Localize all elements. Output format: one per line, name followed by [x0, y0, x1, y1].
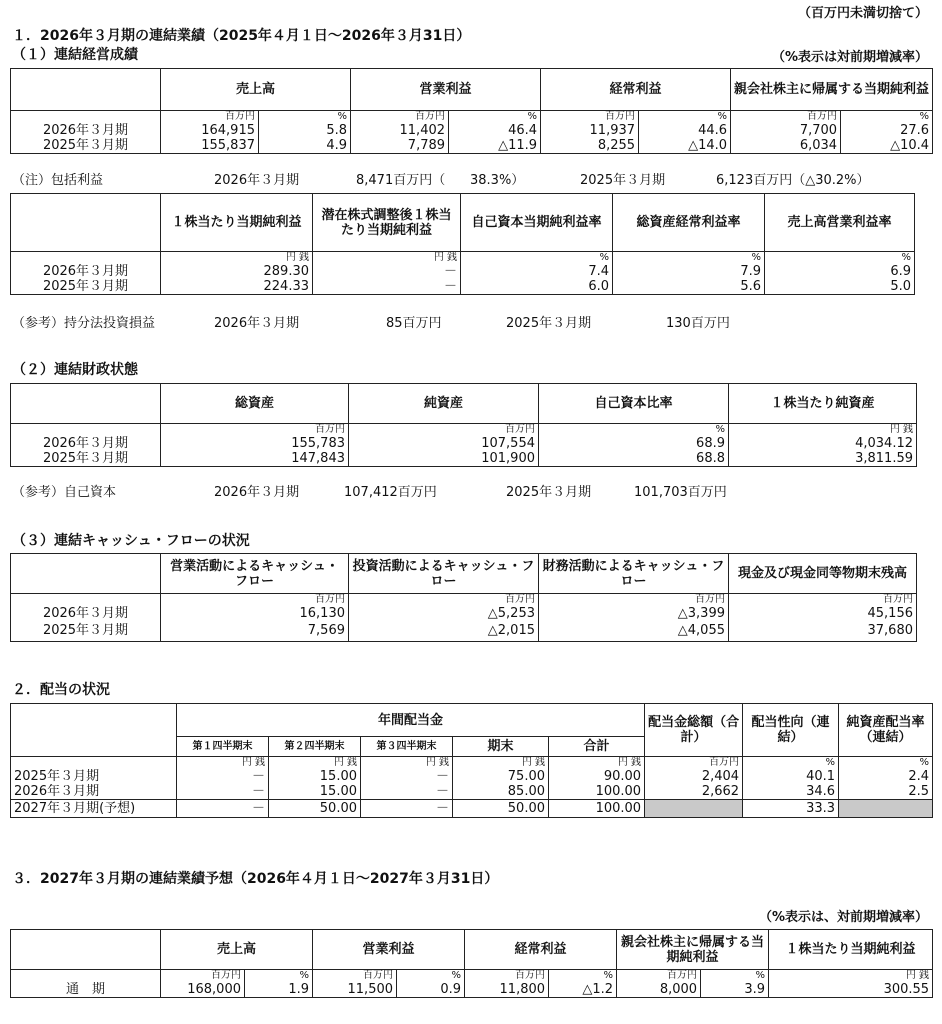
cell: 40.1	[743, 769, 839, 784]
unit: 百万円	[729, 594, 917, 607]
header-total-assets: 総資産	[161, 384, 349, 424]
header-total-dividend: 配当金総額（合計）	[645, 704, 743, 757]
header-net-income: 親会社株主に帰属する当期純利益	[731, 69, 933, 111]
cash-flow-table	[10, 553, 917, 642]
unit: 百万円	[349, 424, 539, 437]
row-label: 2025年３月期	[11, 451, 161, 467]
unit: 百万円	[161, 424, 349, 437]
cell: 5.8	[259, 123, 351, 138]
shaded-cell	[839, 800, 933, 818]
section3-title: ３．2027年３月期の連結業績予想（2026年４月１日～2027年３月31日）	[12, 871, 499, 887]
header-ordinary-profit: 経常利益	[465, 930, 617, 970]
cell: 15.00	[269, 769, 361, 784]
unit: 円 銭	[361, 757, 453, 770]
comp-income-value2: 6,123百万円（△30.2%）	[716, 173, 870, 188]
unit: %	[613, 252, 765, 265]
header-investing-cf: 投資活動によるキャッシュ・フロー	[349, 554, 539, 594]
unit: 円 銭	[177, 757, 269, 770]
shaded-cell	[645, 800, 743, 818]
cell: 0.9	[397, 982, 465, 998]
cell: 7,789	[351, 138, 449, 154]
cell: △11.9	[449, 138, 541, 154]
unit: 円 銭	[549, 757, 645, 770]
unit: 百万円	[539, 594, 729, 607]
unit: 円 銭	[729, 424, 917, 437]
cell: 37,680	[729, 621, 917, 641]
header-roa: 総資産経常利益率	[613, 194, 765, 252]
cell: 11,402	[351, 123, 449, 138]
unit: %	[639, 111, 731, 124]
header-operating-margin: 売上高営業利益率	[765, 194, 915, 252]
cell: 100.00	[549, 800, 645, 818]
cell: 11,800	[465, 982, 549, 998]
cell: △1.2	[549, 982, 617, 998]
cell: 46.4	[449, 123, 541, 138]
unit: 百万円	[617, 970, 701, 983]
financial-position-table	[10, 383, 917, 467]
equity-method-value2: 130百万円	[666, 316, 730, 331]
unit: 百万円	[465, 970, 549, 983]
cell: －	[177, 769, 269, 784]
cell: 75.00	[453, 769, 549, 784]
header-net-assets: 純資産	[349, 384, 539, 424]
header-q2: 第２四半期末	[269, 737, 361, 757]
equity-method-value1: 85百万円	[386, 316, 442, 331]
cell: 2,662	[645, 784, 743, 800]
section3-note: （%表示は、対前期増減率）	[758, 910, 928, 925]
sub1-title: （１）連結経営成績	[12, 47, 138, 63]
cell: 68.8	[539, 451, 729, 467]
cell: 90.00	[549, 769, 645, 784]
header-payout-ratio: 配当性向（連結）	[743, 704, 839, 757]
unit: %	[549, 970, 617, 983]
unit: 百万円	[161, 970, 245, 983]
cell: 44.6	[639, 123, 731, 138]
row-label: 2026年３月期	[11, 264, 161, 279]
cell: 289.30	[161, 264, 313, 279]
cell: 7,700	[731, 123, 841, 138]
cell: 6.9	[765, 264, 915, 279]
cell: 4.9	[259, 138, 351, 154]
own-capital-period2: 2025年３月期	[506, 485, 592, 500]
cell: △14.0	[639, 138, 731, 154]
row-label: 2026年３月期	[11, 606, 161, 621]
sub3-title: （３）連結キャッシュ・フローの状況	[12, 533, 250, 549]
section1-title: １．2026年３月期の連結業績（2025年４月１日～2026年３月31日）	[12, 28, 471, 44]
row-label: 2026年３月期	[11, 784, 177, 800]
header-q1: 第１四半期末	[177, 737, 269, 757]
unit: 百万円	[161, 594, 349, 607]
cell: －	[361, 769, 453, 784]
unit: 百万円	[349, 594, 539, 607]
forecast-table	[10, 929, 933, 998]
cell: －	[361, 784, 453, 800]
cell: 7,569	[161, 621, 349, 641]
cell: 3,811.59	[729, 451, 917, 467]
unit: %	[539, 424, 729, 437]
header-financing-cf: 財務活動によるキャッシュ・フロー	[539, 554, 729, 594]
unit: 百万円	[731, 111, 841, 124]
cell: 16,130	[161, 606, 349, 621]
cell: 300.55	[769, 982, 933, 998]
cell: －	[313, 264, 461, 279]
cell: 15.00	[269, 784, 361, 800]
cell: 4,034.12	[729, 436, 917, 451]
header-roe: 自己資本当期純利益率	[461, 194, 613, 252]
row-label: 2025年３月期	[11, 621, 161, 641]
per-share-table	[10, 193, 915, 295]
cell: 164,915	[161, 123, 259, 138]
unit: %	[397, 970, 465, 983]
unit: 百万円	[351, 111, 449, 124]
cell: 50.00	[453, 800, 549, 818]
row-label-forecast: 2027年３月期(予想)	[11, 800, 177, 818]
header-operating-profit: 営業利益	[351, 69, 541, 111]
corner-cell	[11, 69, 161, 111]
unit-note: （百万円未満切捨て）	[797, 6, 928, 21]
cell: 45,156	[729, 606, 917, 621]
comp-income-period2: 2025年３月期	[580, 173, 666, 188]
unit: %	[449, 111, 541, 124]
cell: 27.6	[841, 123, 933, 138]
cell: －	[361, 800, 453, 818]
cell: 101,900	[349, 451, 539, 467]
unit: 百万円	[645, 757, 743, 770]
header-year-end: 期末	[453, 737, 549, 757]
header-total: 合計	[549, 737, 645, 757]
equity-method-label: （参考）持分法投資損益	[12, 316, 156, 331]
cell: 1.9	[245, 982, 313, 998]
header-equity-ratio: 自己資本比率	[539, 384, 729, 424]
header-ordinary-profit: 経常利益	[541, 69, 731, 111]
unit: 円 銭	[313, 252, 461, 265]
cell: 147,843	[161, 451, 349, 467]
cell: 7.9	[613, 264, 765, 279]
header-q3: 第３四半期末	[361, 737, 453, 757]
cell: －	[313, 279, 461, 295]
cell: 6.0	[461, 279, 613, 295]
cell: 68.9	[539, 436, 729, 451]
header-eps: １株当たり当期純利益	[769, 930, 933, 970]
cell: 107,554	[349, 436, 539, 451]
header-net-income: 親会社株主に帰属する当期純利益	[617, 930, 769, 970]
sub2-title: （２）連結財政状態	[12, 362, 138, 378]
cell: 3.9	[701, 982, 769, 998]
cell: 11,500	[313, 982, 397, 998]
unit: 円 銭	[769, 970, 933, 983]
cell: 8,255	[541, 138, 639, 154]
cell: 33.3	[743, 800, 839, 818]
row-label: 2026年３月期	[11, 123, 161, 138]
row-label: 2025年３月期	[11, 138, 161, 154]
cell: 6,034	[731, 138, 841, 154]
unit: %	[245, 970, 313, 983]
header-bps: １株当たり純資産	[729, 384, 917, 424]
cell: △2,015	[349, 621, 539, 641]
header-annual-dividend: 年間配当金	[177, 704, 645, 737]
cell: △3,399	[539, 606, 729, 621]
unit: 百万円	[161, 111, 259, 124]
unit: 円 銭	[161, 252, 313, 265]
section2-title: ２．配当の状況	[12, 682, 110, 698]
unit: %	[841, 111, 933, 124]
cell: 155,783	[161, 436, 349, 451]
unit: %	[701, 970, 769, 983]
cell: 2,404	[645, 769, 743, 784]
header-operating-profit: 営業利益	[313, 930, 465, 970]
cell: 8,000	[617, 982, 701, 998]
equity-method-period2: 2025年３月期	[506, 316, 592, 331]
cell: 2.4	[839, 769, 933, 784]
unit: 百万円	[541, 111, 639, 124]
cell: 2.5	[839, 784, 933, 800]
cell: 168,000	[161, 982, 245, 998]
operating-results-table	[10, 68, 933, 154]
row-label: 2025年３月期	[11, 279, 161, 295]
dividend-table	[10, 703, 933, 818]
unit: %	[743, 757, 839, 770]
cell: －	[177, 784, 269, 800]
comp-income-rate1: 38.3%）	[470, 173, 525, 188]
unit: 円 銭	[453, 757, 549, 770]
own-capital-value2: 101,703百万円	[634, 485, 727, 500]
cell: 5.6	[613, 279, 765, 295]
cell: －	[177, 800, 269, 818]
unit: 百万円	[313, 970, 397, 983]
cell: 34.6	[743, 784, 839, 800]
sub1-note: （%表示は対前期増減率）	[771, 50, 928, 65]
cell: △5,253	[349, 606, 539, 621]
header-eps: １株当たり当期純利益	[161, 194, 313, 252]
cell: △10.4	[841, 138, 933, 154]
cell: 7.4	[461, 264, 613, 279]
unit: %	[461, 252, 613, 265]
cell: △4,055	[539, 621, 729, 641]
comp-income-period1: 2026年３月期	[214, 173, 300, 188]
unit: %	[259, 111, 351, 124]
header-diluted-eps: 潜在株式調整後１株当たり当期純利益	[313, 194, 461, 252]
cell: 85.00	[453, 784, 549, 800]
own-capital-value1: 107,412百万円	[344, 485, 437, 500]
cell: 5.0	[765, 279, 915, 295]
header-operating-cf: 営業活動によるキャッシュ・フロー	[161, 554, 349, 594]
header-sales: 売上高	[161, 930, 313, 970]
cell: 100.00	[549, 784, 645, 800]
equity-method-period1: 2026年３月期	[214, 316, 300, 331]
unit: %	[765, 252, 915, 265]
header-dividend-on-equity: 純資産配当率（連結）	[839, 704, 933, 757]
cell: 224.33	[161, 279, 313, 295]
row-label: 2026年３月期	[11, 436, 161, 451]
header-sales: 売上高	[161, 69, 351, 111]
row-label: 2025年３月期	[11, 769, 177, 784]
unit: 円 銭	[269, 757, 361, 770]
cell: 11,937	[541, 123, 639, 138]
comp-income-label: （注）包括利益	[12, 173, 104, 188]
comp-income-value1: 8,471百万円（	[356, 173, 446, 188]
own-capital-label: （参考）自己資本	[12, 485, 117, 500]
header-cash-balance: 現金及び現金同等物期末残高	[729, 554, 917, 594]
cell: 155,837	[161, 138, 259, 154]
row-label: 通 期	[11, 982, 161, 998]
unit: %	[839, 757, 933, 770]
own-capital-period1: 2026年３月期	[214, 485, 300, 500]
cell: 50.00	[269, 800, 361, 818]
